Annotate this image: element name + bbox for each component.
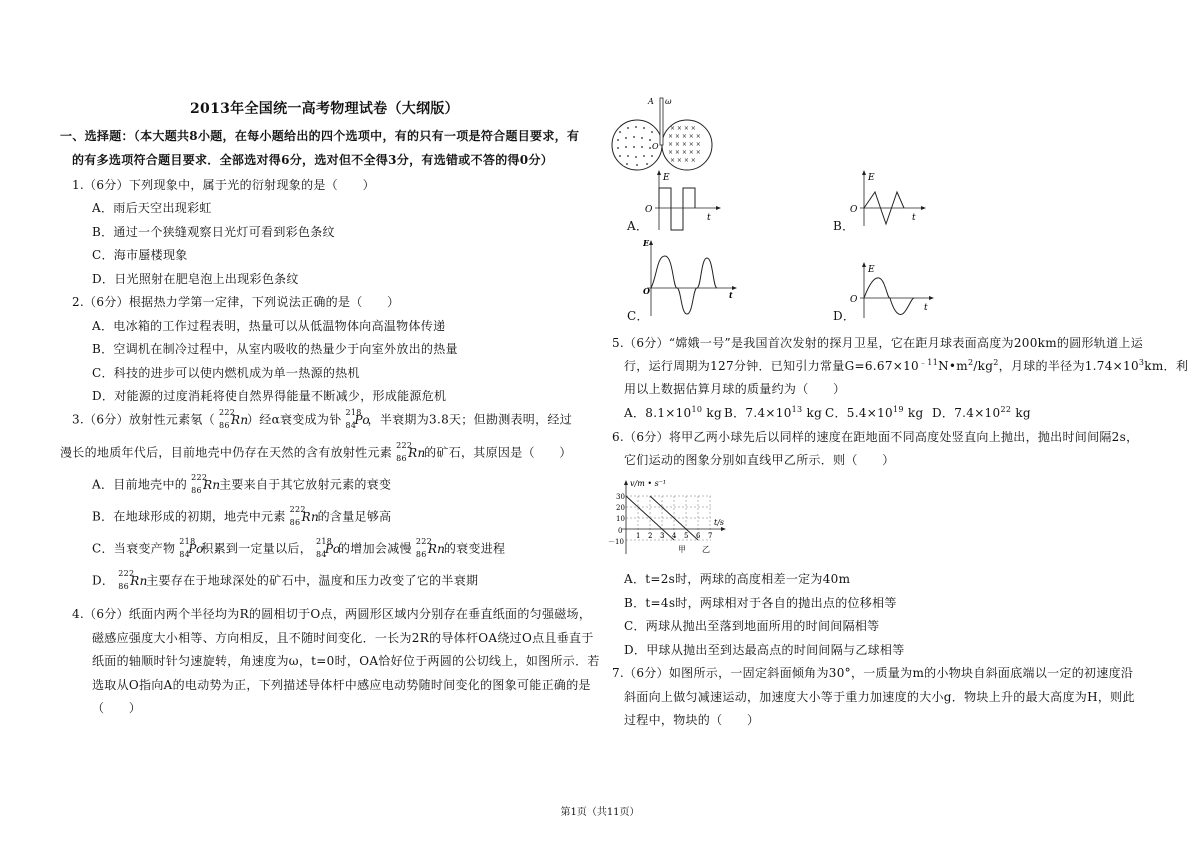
q4-graph-b <box>848 168 938 230</box>
rn-isotope <box>414 537 446 559</box>
q3-option-c <box>92 539 505 559</box>
q3-option-a-text-2: 主要来自于其它放射元素的衰变 <box>219 477 392 492</box>
rn-isotope <box>288 505 319 527</box>
xtick-6: 6 <box>696 532 701 540</box>
q5-line-2 <box>624 357 1188 374</box>
q5-option-d <box>932 404 1031 421</box>
q7-line-2: 斜面向上做匀减速运动，加速度大小等于重力加速度的大小g．物块上升的最大高度为H，则此 <box>624 690 1135 704</box>
xtick-3: 3 <box>660 532 665 540</box>
q3-line-1 <box>72 410 572 430</box>
conductor-rod <box>660 98 663 145</box>
po-mass: 218 <box>179 537 196 546</box>
q5-option-d-exp: 22 <box>1000 405 1012 414</box>
po-symbol: Po <box>188 542 204 556</box>
q4-line-3: 纸面的轴顺时针匀速旋转，角速度为ω，t=0时，OA恰好位于两圆的公切线上，如图所示．若 <box>92 654 600 668</box>
label-A: A <box>648 97 654 106</box>
label-omega: ω <box>665 97 672 106</box>
rn-isotope <box>189 473 221 495</box>
q2-option-d: D．对能源的过度消耗将使自然界得能量不断减少，形成能源危机 <box>92 389 447 403</box>
rn-isotope <box>217 408 249 430</box>
q4-line-4: 选取从O指向A的电动势为正，下列描述导体杆中感应电动势随时间变化的图象可能正确的是 <box>92 678 591 692</box>
q5-option-a <box>624 404 722 421</box>
ytick-20: 20 <box>616 504 625 512</box>
q5-option-c <box>825 404 923 421</box>
svg-text:× × × × ×: × × × × × <box>668 133 701 140</box>
q3-option-c-text-4: 的衰变进程 <box>443 541 506 556</box>
label-O: O <box>652 142 659 151</box>
rn-mass: 222 <box>396 441 413 450</box>
label-jia: 甲 <box>678 545 686 554</box>
q4-line-2: 磁感应强度大小相等、方向相反，且不随时间变化．一长为2R的导体杆OA绕过O点且垂直于 <box>92 631 594 645</box>
axis-E: E <box>663 173 670 183</box>
po-atomic: 84 <box>345 421 357 430</box>
label-yi: 乙 <box>702 545 710 554</box>
xtick-5: 5 <box>684 532 689 540</box>
rn-symbol: Rn <box>231 413 249 427</box>
q3-line-1-a: 3.（6分）放射性元素氡（ <box>72 412 215 427</box>
q6-option-c: C．两球从抛出至落到地面所用的时间间隔相等 <box>624 619 880 633</box>
q3-option-a <box>92 475 391 495</box>
q4-graph-d <box>848 260 943 322</box>
q6-option-d: D．甲球从抛出至到达最高点的时间间隔与乙球相等 <box>624 643 905 657</box>
q3-option-d <box>92 571 478 591</box>
q4-graph-c-label: C． <box>627 309 649 323</box>
q3-option-c-text-1: C．当衰变产物 <box>92 541 176 556</box>
q5-option-c-unit: kg <box>907 406 924 420</box>
section-heading-line-1: 一、选择题：（本大题共8小题，在每小题给出的四个选项中，有的只有一项是符合题目要求，有 <box>60 129 580 143</box>
ytick-neg10: －10 <box>608 538 624 546</box>
ytick-30: 30 <box>616 493 625 501</box>
page-title: 2013年全国统一高考物理试卷（大纲版） <box>190 101 459 117</box>
q1-option-b: B．通过一个狭缝观察日光灯可看到彩色条纹 <box>92 225 335 239</box>
po-isotope <box>177 537 204 559</box>
q5-exp-1: ﹣11 <box>919 358 939 367</box>
q5-option-a-unit: kg <box>706 406 722 420</box>
svg-text:× × × ×: × × × × <box>670 157 696 164</box>
rn-mass: 222 <box>289 505 306 514</box>
rn-symbol: Rn <box>130 574 148 588</box>
q7-line-1: 7.（6分）如图所示，一固定斜面倾角为30°，一质量为m的小物块自斜面底端以一定的初速度沿 <box>612 666 1134 680</box>
q5-option-c-base: C．5.4×10 <box>825 406 893 420</box>
q1-option-c: C．海市蜃楼现象 <box>92 248 188 262</box>
q4-line-1: 4.（6分）纸面内两个半径均为R的圆相切于O点，两圆形区域内分别存在垂直纸面的匀强磁场， <box>72 607 592 621</box>
v-axis-label: v/m • s⁻¹ <box>630 479 667 488</box>
q3-option-a-text-1: A．目前地壳中的 <box>92 477 188 492</box>
rn-symbol: Rn <box>203 478 221 492</box>
rn-mass: 222 <box>118 569 135 578</box>
q1-option-a: A．雨后天空出现彩虹 <box>92 201 212 215</box>
svg-text:× × × × ×: × × × × × <box>668 141 701 148</box>
q4-line-5: （ ） <box>92 701 142 715</box>
waveform-d <box>864 278 914 315</box>
q3-line-1-b: ）经α衰变成为钋 <box>247 412 342 427</box>
xtick-2: 2 <box>648 532 653 540</box>
ytick-0: 0 <box>618 527 623 535</box>
page-footer: 第1页（共11页） <box>560 807 640 818</box>
q5-line-2-b: N•m <box>938 359 968 373</box>
q4-graph-a <box>643 168 733 234</box>
section-heading-line-2: 的有多选项符合题目要求．全部选对得6分，选对但不全得3分，有选错或不答的得0分） <box>72 153 554 167</box>
q4-graph-a-label: A． <box>627 219 649 233</box>
q6-line-2: 它们运动的图象分别如直线甲乙所示．则（ ） <box>624 453 895 467</box>
axis-E: E <box>868 173 875 183</box>
rn-mass: 222 <box>191 473 208 482</box>
axis-E: E <box>643 238 650 248</box>
xtick-7: 7 <box>708 532 713 540</box>
q5-option-b-exp: 13 <box>791 405 803 414</box>
q3-option-d-text-1: D． <box>92 573 115 588</box>
axis-t: t <box>924 303 928 313</box>
q3-option-b-text-1: B．在地球形成的初期，地壳中元素 <box>92 509 286 524</box>
q6-option-a: A．t=2s时，两球的高度相差一定为40m <box>624 572 851 586</box>
rn-mass: 222 <box>219 408 236 417</box>
q5-option-b <box>724 404 822 421</box>
q5-option-c-exp: 19 <box>893 405 904 414</box>
q2-option-b: B．空调机在制冷过程中，从室内吸收的热量少于向室外放出的热量 <box>92 342 458 356</box>
q3-option-c-text-2: 积累到一定量以后， <box>201 541 312 556</box>
q3-option-d-text-2: 主要存在于地球深处的矿石中，温度和压力改变了它的半衰期 <box>146 573 479 588</box>
q3-option-b <box>92 507 391 527</box>
rn-symbol: Rn <box>408 446 426 460</box>
axis-O: O <box>850 205 858 215</box>
rn-isotope <box>116 569 148 591</box>
axis-t: t <box>729 290 733 300</box>
cross-field-marks <box>668 125 701 164</box>
q2-stem: 2.（6分）根据热力学第一定律，下列说法正确的是（ ） <box>72 295 400 309</box>
q7-line-3: 过程中，物块的（ ） <box>624 713 760 727</box>
q5-exp-2: 2 <box>967 358 974 367</box>
po-isotope <box>314 537 341 559</box>
q4-graph-d-label: D． <box>833 309 856 323</box>
svg-text:× × × ×: × × × × <box>670 125 696 132</box>
q5-option-a-base: A．8.1×10 <box>624 406 692 420</box>
q5-option-d-unit: kg <box>1015 406 1031 420</box>
q5-option-a-exp: 10 <box>691 405 703 414</box>
rn-mass: 222 <box>415 537 432 546</box>
rn-atomic: 86 <box>415 550 427 559</box>
q5-exp-3: 2 <box>993 358 999 367</box>
q5-line-2-c: /kg <box>973 359 994 373</box>
po-symbol: Po <box>354 413 370 427</box>
q3-line-1-c: ，半衰期为3.8天；但勘测表明，经过 <box>367 412 573 427</box>
q3-line-2-b: 的矿石，其原因是（ ） <box>424 445 572 460</box>
xtick-1: 1 <box>636 532 641 540</box>
ytick-10: 10 <box>616 515 625 523</box>
q2-option-c: C．科技的进步可以使内燃机成为单一热源的热机 <box>92 366 360 380</box>
axis-O: O <box>643 286 650 296</box>
rn-atomic: 86 <box>191 486 202 495</box>
q4-circles-figure <box>610 92 722 172</box>
q5-line-2-e: km．利 <box>1144 359 1189 373</box>
q5-line-3: 用以上数据估算月球的质量约为（ ） <box>624 382 846 396</box>
po-mass: 218 <box>345 408 362 417</box>
rn-isotope <box>394 441 426 463</box>
q2-option-a: A．电冰箱的工作过程表明，热量可以从低温物体向高温物体传递 <box>92 319 446 333</box>
q3-line-2 <box>60 443 572 463</box>
q5-option-b-unit: kg <box>806 406 823 420</box>
rn-symbol: Rn <box>427 542 446 556</box>
xtick-4: 4 <box>672 532 677 540</box>
po-mass: 218 <box>316 537 333 546</box>
axis-t: t <box>912 213 916 223</box>
q3-option-b-text-2: 的含量足够高 <box>317 509 392 524</box>
waveform-c <box>651 256 717 314</box>
po-atomic: 84 <box>316 550 327 559</box>
rn-symbol: Rn <box>301 510 319 524</box>
q5-option-b-base: B．7.4×10 <box>724 406 792 420</box>
rn-atomic: 86 <box>396 454 407 463</box>
po-isotope <box>344 408 370 430</box>
q5-line-2-a: 行，运行周期为127分钟．已知引力常量G=6.67×10 <box>624 359 919 373</box>
waveform-a <box>659 188 695 230</box>
q3-option-c-text-3: 的增加会减慢 <box>338 541 412 556</box>
rn-atomic: 86 <box>219 421 230 430</box>
rn-atomic: 86 <box>289 518 301 527</box>
q6-vt-graph <box>606 476 736 558</box>
q4-graph-c <box>643 236 743 318</box>
svg-text:× × × × ×: × × × × × <box>668 149 701 156</box>
axis-E: E <box>868 265 875 275</box>
q5-line-2-d: ，月球的半径为1.74×10 <box>998 359 1139 373</box>
q4-graph-b-label: B． <box>833 219 855 233</box>
q3-line-2-a: 漫长的地质年代后，目前地壳中仍存在天然的含有放射性元素 <box>60 445 393 460</box>
po-symbol: Po <box>325 542 341 556</box>
dot-field-marks <box>617 126 653 166</box>
q5-line-1: 5.（6分）“嫦娥一号”是我国首次发射的探月卫星，它在距月球表面高度为200km的圆形轨道上运 <box>612 336 1144 350</box>
po-atomic: 84 <box>179 550 191 559</box>
q6-line-1: 6.（6分）将甲乙两小球先后以同样的速度在距地面不同高度处竖直向上抛出，抛出时间间隔2s， <box>612 430 1139 444</box>
q1-option-d: D．日光照射在肥皂泡上出现彩色条纹 <box>92 272 299 286</box>
axis-t: t <box>707 213 711 223</box>
t-axis-label: t/s <box>714 518 725 527</box>
q1-stem: 1.（6分）下列现象中，属于光的衍射现象的是（ ） <box>72 178 375 192</box>
q6-option-b: B．t=4s时，两球相对于各自的抛出点的位移相等 <box>624 596 897 610</box>
q5-exp-4: 3 <box>1138 358 1145 367</box>
axis-O: O <box>645 205 653 215</box>
rn-atomic: 86 <box>118 582 130 591</box>
axis-O: O <box>850 295 858 305</box>
q5-option-d-base: D．7.4×10 <box>932 406 1001 420</box>
